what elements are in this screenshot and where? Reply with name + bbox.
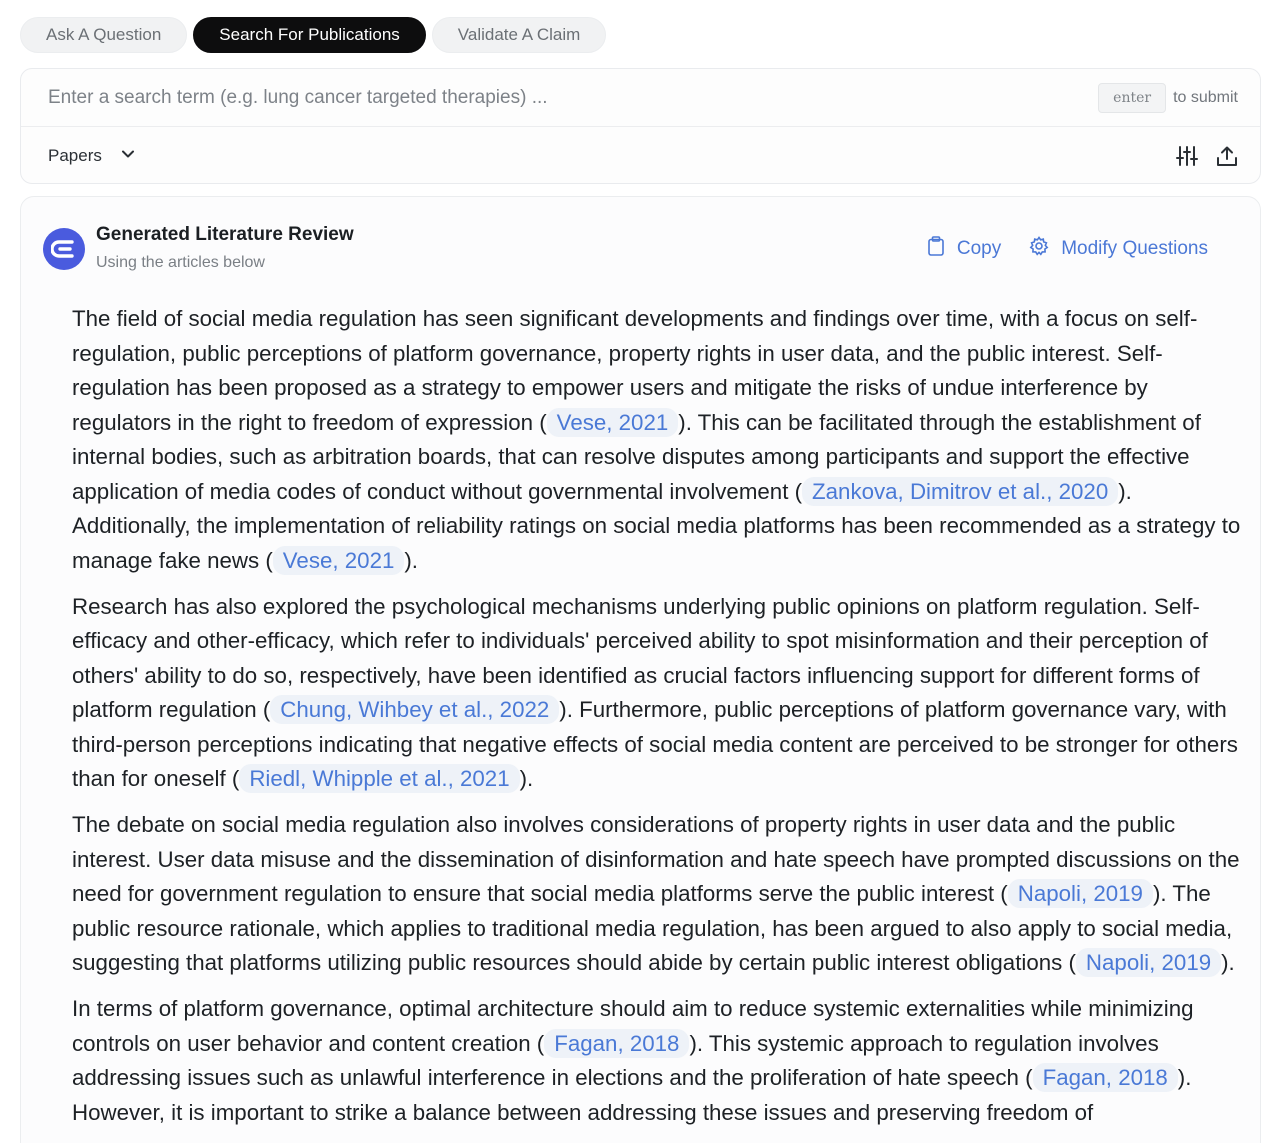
search-card <box>20 68 1261 184</box>
citation-link[interactable]: Zankova, Dimitrov et al., 2020 <box>802 477 1118 506</box>
review-text: In terms of platform governance, optimal architecture should aim to reduce systemic externalities while minimizing controls on user behavior and content creation ( <box>72 996 1194 1056</box>
filter-row <box>21 127 1260 185</box>
review-text: Research has also explored the psychological mechanisms underlying public opinions on platform regulation. Self-efficacy and other-efficacy, which refer to individuals' perceived ability to spot misinformation and their perception of others' ability to do so, respectively, have been identified as crucial factors influencing support for different forms of platform regulation ( <box>72 593 1208 722</box>
citation-link[interactable]: Vese, 2021 <box>273 546 405 575</box>
citation-link[interactable]: Napoli, 2019 <box>1008 879 1153 908</box>
review-subtitle: Using the articles below <box>96 254 265 271</box>
enter-key-hint: enter <box>1098 83 1166 113</box>
review-paragraph <box>72 992 1242 1130</box>
review-text: ). However, it is important to strike a balance between addressing these issues and preserving freedom of <box>72 1065 1192 1125</box>
search-row <box>21 69 1260 126</box>
literature-review-card <box>20 196 1261 1143</box>
review-text: The field of social media regulation has seen significant developments and findings over time, with a focus on self-regulation, public perceptions of platform governance, property rights in user data, and the public interest. Self-regulation has been proposed as a strategy to empower users and mitigate the risks of undue interference by regulators in the right to freedom of expression ( <box>72 306 1198 435</box>
review-paragraph <box>72 302 1242 578</box>
tab-ask-question[interactable]: Ask A Question <box>20 17 187 53</box>
gear-icon <box>1029 236 1049 262</box>
filter-sliders-icon[interactable] <box>1176 145 1198 167</box>
submit-hint: to submit <box>1173 88 1238 106</box>
review-text: ). Additionally, the implementation of reliability ratings on social media platforms has been recommended as a strategy to manage fake news ( <box>72 478 1241 573</box>
review-paragraph <box>72 808 1242 981</box>
modify-questions-button[interactable] <box>1029 236 1208 262</box>
search-input[interactable] <box>48 87 1098 109</box>
citation-link[interactable]: Fagan, 2018 <box>1033 1063 1178 1092</box>
review-title: Generated Literature Review <box>96 224 354 245</box>
review-text: ). The public resource rationale, which applies to traditional media regulation, has been argued to also apply to social media, suggesting that platforms utilizing public resources should abide by certain public interest obligations ( <box>72 881 1233 975</box>
tab-search-publications[interactable]: Search For Publications <box>193 17 425 53</box>
review-text: ). Furthermore, public perceptions of platform governance vary, with third-person perceptions indicating that negative effects of social media content are perceived to be stronger for others than for oneself ( <box>72 697 1238 791</box>
tab-validate-claim[interactable]: Validate A Claim <box>432 17 607 53</box>
review-text: ). <box>404 547 418 573</box>
review-text: ). This can be facilitated through the establishment of internal bodies, such as arbitration boards, that can resolve disputes among participants and support the effective application of media codes of conduct without governmental involvement ( <box>72 409 1201 504</box>
citation-link[interactable]: Riedl, Whipple et al., 2021 <box>239 764 519 793</box>
copy-button[interactable] <box>927 236 1001 262</box>
result-type-label: Papers <box>48 146 102 165</box>
review-text: ). <box>519 766 534 791</box>
mode-tabs <box>20 17 606 53</box>
review-actions <box>927 236 1208 262</box>
copy-label: Copy <box>956 238 1002 259</box>
review-paragraph <box>72 590 1242 797</box>
review-body <box>72 302 1242 1142</box>
citation-link[interactable]: Chung, Wihbey et al., 2022 <box>270 695 559 724</box>
citation-link[interactable]: Napoli, 2019 <box>1076 948 1221 977</box>
review-text: ). This systemic approach to regulation involves addressing issues such as unlawful interference in elections and the proliferation of hate speech ( <box>72 1030 1159 1090</box>
clipboard-icon <box>927 236 945 262</box>
review-text: The debate on social media regulation also involves considerations of property rights in user data and the public interest. User data misuse and the dissemination of disinformation and hate speech have prompted discussions on the need for government regulation to ensure that social media platforms serve the public interest ( <box>72 812 1240 906</box>
modify-questions-label: Modify Questions <box>1061 238 1208 259</box>
citation-link[interactable]: Fagan, 2018 <box>544 1029 689 1058</box>
chevron-down-icon <box>120 146 136 167</box>
review-text: ). <box>1221 950 1235 975</box>
result-type-dropdown[interactable] <box>48 146 136 167</box>
citation-link[interactable]: Vese, 2021 <box>547 408 679 437</box>
row-actions <box>1176 145 1238 167</box>
app-logo-icon <box>43 228 85 270</box>
export-icon[interactable] <box>1216 145 1238 167</box>
